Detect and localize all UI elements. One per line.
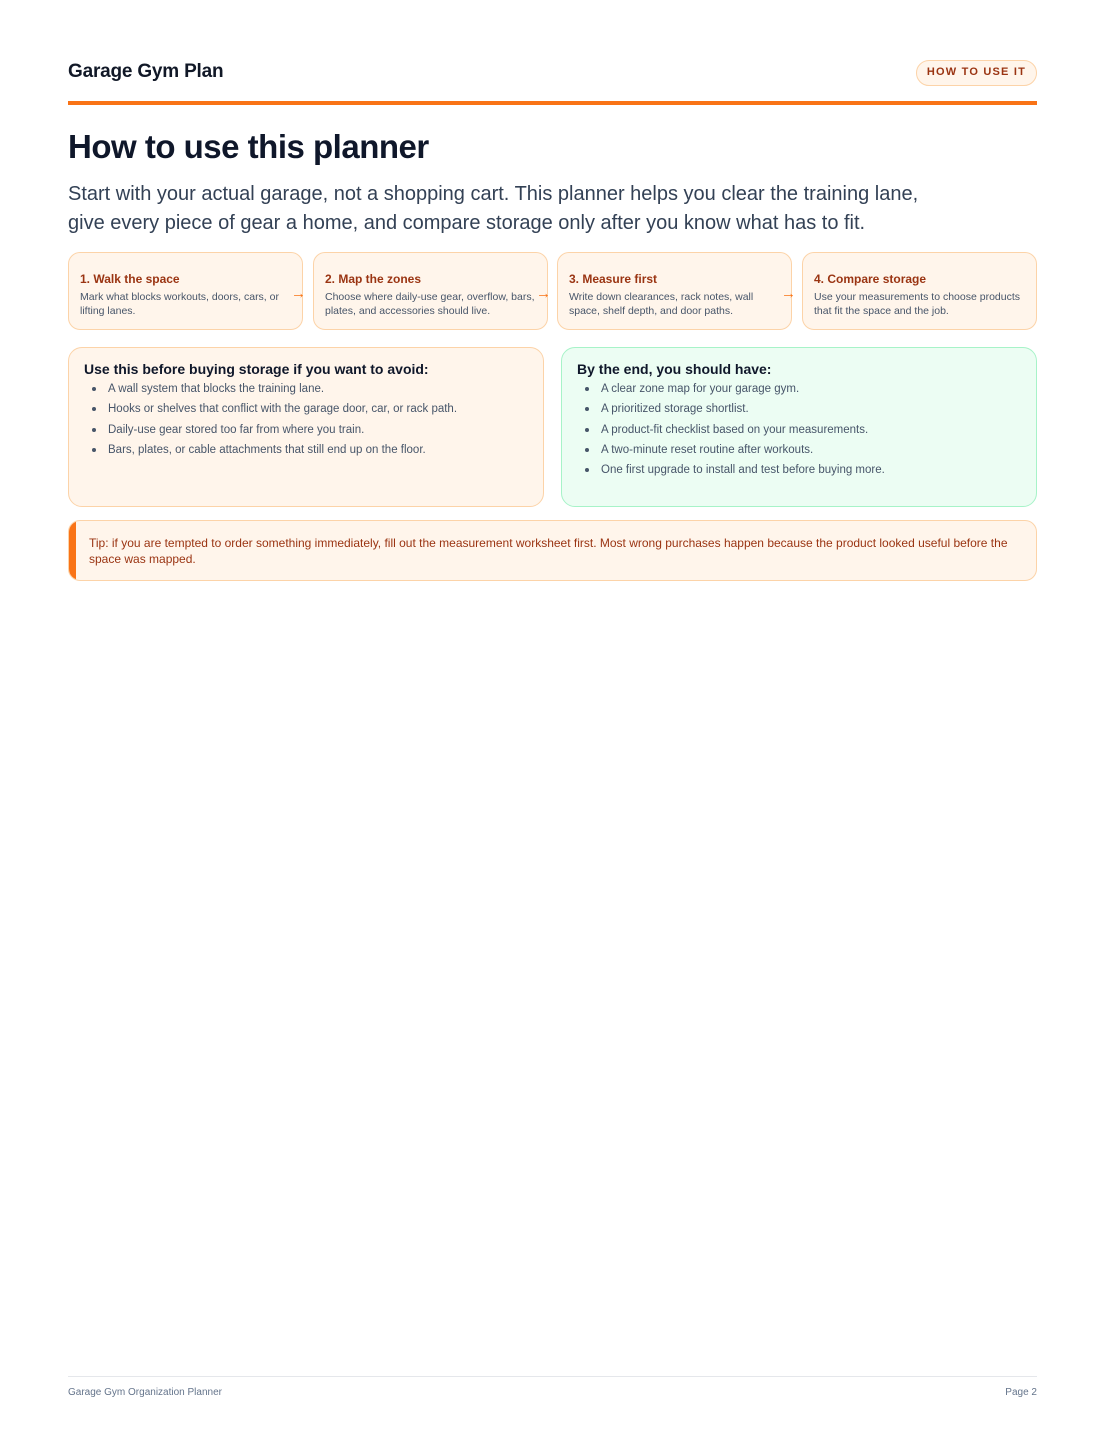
step-card-measure [557, 252, 792, 330]
list-item: One first upgrade to install and test before buying more. [577, 463, 1021, 477]
outcomes-list [577, 382, 1021, 477]
arrow-right-icon: → [291, 285, 306, 302]
list-item: A prioritized storage shortlist. [577, 402, 1021, 416]
step-card-map [313, 252, 548, 330]
page-title: How to use this planner [68, 128, 429, 165]
arrow-right-icon: → [781, 285, 796, 302]
page-number: Page 2 [1005, 1387, 1037, 1398]
arrow-right-icon: → [536, 285, 551, 302]
step-description: Choose where daily-use gear, overflow, bars, plates, and accessories should live. [325, 291, 535, 317]
outcomes-panel-title: By the end, you should have: [577, 361, 772, 377]
step-title: 1. Walk the space [80, 272, 180, 286]
tip-callout [68, 520, 1037, 581]
list-item: A wall system that blocks the training lane. [84, 382, 528, 396]
outcomes-panel [561, 347, 1037, 507]
list-item: Bars, plates, or cable attachments that still end up on the floor. [84, 443, 528, 457]
intro-paragraph: Start with your actual garage, not a shopping cart. This planner helps you clear the training lane, give every piece of gear a home, and compare storage only after you know what has to fit. [68, 183, 919, 234]
list-item: A clear zone map for your garage gym. [577, 382, 1021, 396]
tip-accent-bar [69, 521, 76, 580]
list-item: A product-fit checklist based on your measurements. [577, 423, 1021, 437]
footer-document-title: Garage Gym Organization Planner [68, 1387, 222, 1398]
footer-divider [68, 1376, 1037, 1377]
step-description: Mark what blocks workouts, doors, cars, or lifting lanes. [80, 291, 279, 317]
list-item: Hooks or shelves that conflict with the garage door, car, or rack path. [84, 402, 528, 416]
avoid-panel [68, 347, 544, 507]
section-badge: HOW TO USE IT [916, 60, 1037, 86]
steps-row [68, 252, 1037, 330]
page-header [68, 58, 1037, 88]
avoid-panel-title: Use this before buying storage if you want to avoid: [84, 361, 429, 377]
step-description: Use your measurements to choose products that fit the space and the job. [814, 291, 1021, 317]
step-title: 2. Map the zones [325, 272, 422, 286]
step-description: Write down clearances, rack notes, wall space, shelf depth, and door paths. [569, 291, 754, 317]
list-item: Daily-use gear stored too far from where you train. [84, 423, 528, 437]
avoid-list [84, 382, 528, 457]
step-card-compare [802, 252, 1037, 330]
step-card-walk [68, 252, 303, 330]
brand-title: Garage Gym Plan [68, 61, 224, 82]
header-divider [68, 101, 1037, 105]
step-title: 3. Measure first [569, 272, 658, 286]
step-title: 4. Compare storage [814, 272, 927, 286]
list-item: A two-minute reset routine after workouts. [577, 443, 1021, 457]
tip-text: Tip: if you are tempted to order something immediately, fill out the measurement worksheet first. Most wrong purchases happen because the product looked useful before the space was mapped. [89, 536, 1008, 566]
